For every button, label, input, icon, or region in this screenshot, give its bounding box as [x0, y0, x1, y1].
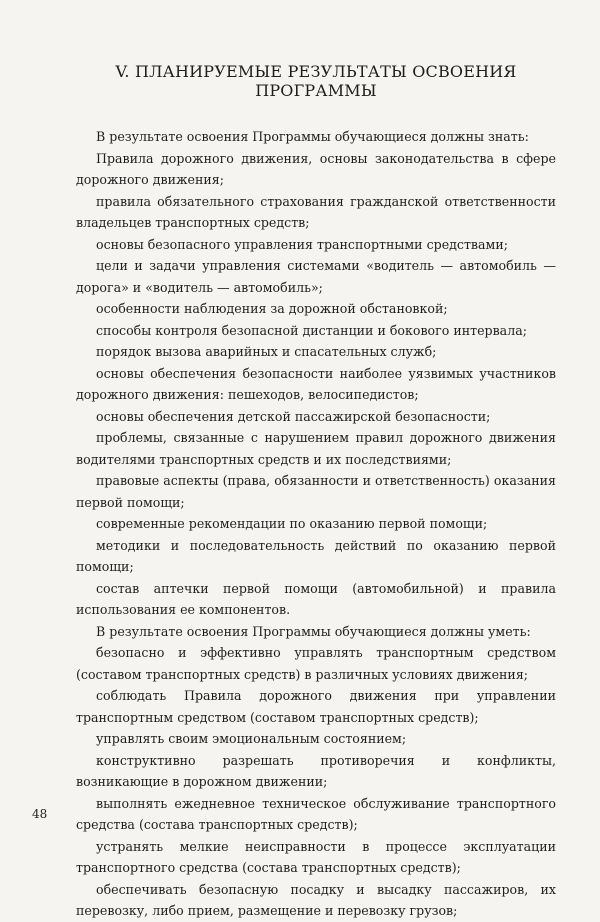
paragraph: правила обязательного страхования гражданской ответственности владельцев транспортных средств; [76, 193, 556, 230]
paragraph: В результате освоения Программы обучающиеся должны уметь: [96, 623, 531, 639]
section-title: V. ПЛАНИРУЕМЫЕ РЕЗУЛЬТАТЫ ОСВОЕНИЯ ПРОГРАММЫ [115, 62, 517, 100]
paragraph: безопасно и эффективно управлять транспортным средством (составом транспортных средств) в различных условиях движения; [76, 645, 556, 682]
paragraph: В результате освоения Программы обучающиеся должны знать: [96, 129, 529, 144]
paragraph: состав аптечки первой помощи (автомобильной) и правила использования ее компонентов. [76, 580, 556, 617]
paragraph: Правила дорожного движения, основы законодательства в сфере дорожного движения; [76, 150, 556, 187]
body-text [76, 126, 556, 922]
page-number: 48 [32, 807, 48, 821]
paragraph: особенности наблюдения за дорожной обстановкой; [96, 301, 448, 316]
paragraph: устранять мелкие неисправности в процессе эксплуатации транспортного средства (состава транспортных средств); [76, 838, 556, 875]
paragraph: управлять своим эмоциональным состоянием; [96, 731, 407, 746]
paragraph: выполнять ежедневное техническое обслуживание транспортного средства (состава транспортных средств); [76, 795, 556, 832]
paragraph: правовые аспекты (права, обязанности и ответственность) оказания первой помощи; [76, 473, 556, 510]
paragraph: способы контроля безопасной дистанции и бокового интервала; [96, 322, 527, 338]
paragraph: основы безопасного управления транспортными средствами; [96, 236, 508, 252]
paragraph: соблюдать Правила дорожного движения при управлении транспортным средством (составом транспортных средств); [76, 688, 556, 725]
paragraph: порядок вызова аварийных и спасательных служб; [96, 344, 437, 359]
paragraph: обеспечивать безопасную посадку и высадку пассажиров, их перевозку, либо прием, размещение и перевозку грузов; [76, 881, 556, 918]
paragraph: современные рекомендации по оказанию первой помощи; [96, 516, 488, 531]
paragraph: основы обеспечения безопасности наиболее уязвимых участников дорожного движения: пешеходов, велосипедистов; [76, 365, 556, 402]
paragraph: проблемы, связанные с нарушением правил дорожного движения водителями транспортных средств и их последствиями; [76, 430, 556, 467]
paragraph: конструктивно разрешать противоречия и конфликты, возникающие в дорожном движении; [76, 752, 556, 789]
paragraph: методики и последовательность действий по оказанию первой помощи; [76, 537, 556, 574]
paragraph: основы обеспечения детской пассажирской безопасности; [96, 408, 491, 424]
paragraph: цели и задачи управления системами «водитель — автомобиль — дорога» и «водитель — автомобиль»; [76, 258, 556, 295]
